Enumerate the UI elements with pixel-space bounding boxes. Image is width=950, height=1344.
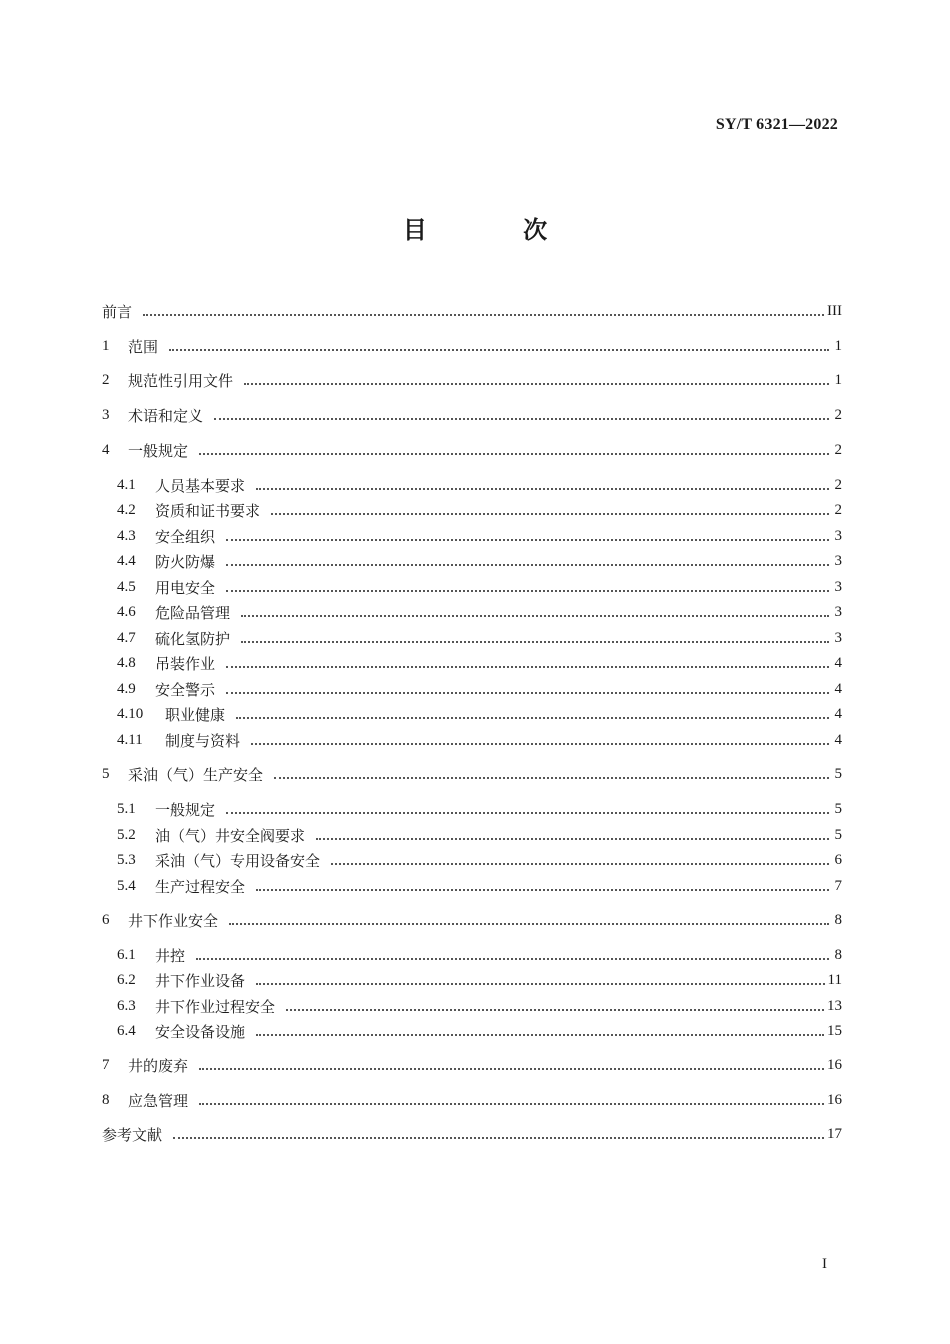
toc-entry-number: 7	[102, 1056, 110, 1073]
toc-entry-number: 6.2	[117, 971, 136, 988]
toc-entry-page: 3	[834, 629, 842, 646]
toc-entry-title: 油（气）井安全阀要求	[155, 826, 306, 845]
toc-entry-number: 5.4	[117, 877, 136, 894]
toc-entry-number: 5.2	[117, 826, 136, 843]
toc-entry-number: 4.8	[117, 654, 136, 671]
toc-entry-number: 5.3	[117, 851, 136, 868]
toc-entry-page: 2	[834, 476, 842, 493]
toc-entry-number: 4.11	[117, 731, 143, 748]
toc-entry-number: 4.9	[117, 680, 136, 697]
toc-entry-number: 4.10	[117, 705, 144, 722]
toc-entry-title: 应急管理	[128, 1091, 189, 1110]
toc-entry-title: 术语和定义	[128, 406, 204, 425]
toc-entry-title: 资质和证书要求	[155, 501, 261, 520]
toc-entry-page: 16	[827, 1091, 842, 1108]
toc-entry[interactable]	[102, 296, 842, 326]
toc-entry-number: 4	[102, 441, 110, 458]
toc-entry-page: 5	[834, 800, 842, 817]
dot-leader	[226, 812, 829, 814]
toc-entry-page: 8	[834, 911, 842, 928]
dot-leader	[226, 590, 829, 592]
toc-entry-title: 规范性引用文件	[128, 371, 234, 390]
dot-leader	[256, 488, 829, 490]
toc-entry-number: 2	[102, 371, 110, 388]
toc-entry[interactable]	[102, 759, 842, 789]
dot-leader	[256, 1034, 824, 1036]
toc-entry[interactable]	[102, 1050, 842, 1080]
toc-entry-title: 用电安全	[155, 578, 216, 597]
dot-leader	[286, 1009, 824, 1011]
toc-entry-number: 5	[102, 765, 110, 782]
toc-entry-page: 17	[827, 1125, 842, 1142]
toc-entry-number: 4.1	[117, 476, 136, 493]
toc-entry-page: 2	[834, 406, 842, 423]
toc-entry[interactable]	[102, 435, 842, 465]
dot-leader	[226, 692, 829, 694]
toc-entry[interactable]	[102, 1119, 842, 1149]
toc-entry-title: 井下作业过程安全	[155, 997, 276, 1016]
dot-leader	[196, 958, 829, 960]
toc-entry-title: 生产过程安全	[155, 877, 246, 896]
toc-entry-page: 4	[834, 680, 842, 697]
dot-leader	[271, 513, 829, 515]
dot-leader	[236, 717, 829, 719]
toc-entry-number: 4.7	[117, 629, 136, 646]
dot-leader	[199, 453, 829, 455]
toc-entry-number: 3	[102, 406, 110, 423]
toc-entry-title: 井下作业安全	[128, 911, 219, 930]
toc-entry-title: 一般规定	[128, 441, 189, 460]
toc-entry-title: 采油（气）生产安全	[128, 765, 264, 784]
toc-entry-title: 范围	[128, 337, 159, 356]
toc-entry-title: 安全组织	[155, 527, 216, 546]
toc-entry-page: 1	[834, 371, 842, 388]
toc-entry-title: 前言	[102, 302, 133, 321]
dot-leader	[214, 418, 829, 420]
dot-leader	[226, 666, 829, 668]
toc-entry-number: 6	[102, 911, 110, 928]
toc-entry-title: 一般规定	[155, 800, 216, 819]
toc-entry-number: 6.1	[117, 946, 136, 963]
toc-entry[interactable]	[117, 871, 842, 901]
toc-entry-number: 4.5	[117, 578, 136, 595]
dot-leader	[199, 1068, 824, 1070]
toc-entry-page: 2	[834, 441, 842, 458]
dot-leader	[256, 889, 829, 891]
dot-leader	[241, 615, 829, 617]
toc-entry-page: 11	[827, 971, 842, 988]
toc-entry-title: 井的废弃	[128, 1056, 189, 1075]
toc-entry-number: 4.3	[117, 527, 136, 544]
toc-entry-title: 安全警示	[155, 680, 216, 699]
toc-entry[interactable]	[102, 905, 842, 935]
toc-entry-number: 4.2	[117, 501, 136, 518]
toc-entry-title: 硫化氢防护	[155, 629, 231, 648]
toc-entry-page: 7	[834, 877, 842, 894]
toc-entry[interactable]	[102, 1085, 842, 1115]
toc-entry-number: 4.4	[117, 552, 136, 569]
toc-entry-page: 5	[834, 826, 842, 843]
toc-entry-number: 6.4	[117, 1022, 136, 1039]
toc-entry-number: 8	[102, 1091, 110, 1108]
dot-leader	[229, 923, 829, 925]
toc-entry-title: 危险品管理	[155, 603, 231, 622]
dot-leader	[173, 1137, 824, 1139]
toc-entry-title: 人员基本要求	[155, 476, 246, 495]
toc-entry-page: III	[827, 302, 842, 319]
toc-entry-number: 1	[102, 337, 110, 354]
toc-entry-page: 4	[834, 705, 842, 722]
toc-entry-page: 4	[834, 654, 842, 671]
toc-entry-title: 制度与资料	[165, 731, 241, 750]
toc-entry[interactable]	[102, 400, 842, 430]
toc-entry-page: 8	[834, 946, 842, 963]
toc-entry-page: 16	[827, 1056, 842, 1073]
dot-leader	[274, 777, 829, 779]
toc-entry-page: 3	[834, 603, 842, 620]
toc-entry[interactable]	[117, 1016, 842, 1046]
dot-leader	[226, 539, 829, 541]
toc-entry-title: 吊装作业	[155, 654, 216, 673]
toc-entry-page: 1	[834, 337, 842, 354]
toc-entry[interactable]	[102, 331, 842, 361]
page-folio: I	[822, 1256, 827, 1272]
toc-entry-page: 2	[834, 501, 842, 518]
toc-entry-page: 3	[834, 578, 842, 595]
toc-entry[interactable]	[102, 365, 842, 395]
dot-leader	[331, 863, 829, 865]
dot-leader	[169, 349, 829, 351]
dot-leader	[143, 314, 824, 316]
toc-entry-page: 13	[827, 997, 842, 1014]
toc-entry[interactable]	[117, 725, 842, 755]
toc-entry-number: 5.1	[117, 800, 136, 817]
toc-entry-page: 3	[834, 527, 842, 544]
toc-entry-page: 5	[834, 765, 842, 782]
dot-leader	[316, 838, 829, 840]
toc-entry-page: 15	[827, 1022, 842, 1039]
toc-entry-page: 4	[834, 731, 842, 748]
toc-entry-page: 6	[834, 851, 842, 868]
toc-entry-title: 安全设备设施	[155, 1022, 246, 1041]
toc-entry-title: 井下作业设备	[155, 971, 246, 990]
dot-leader	[241, 641, 829, 643]
toc-entry-title: 职业健康	[165, 705, 226, 724]
page-title: 目 次	[402, 216, 592, 244]
toc-entry-title: 井控	[155, 946, 186, 965]
dot-leader	[256, 983, 825, 985]
toc-entry-page: 3	[834, 552, 842, 569]
toc-entry-title: 参考文献	[102, 1125, 163, 1144]
toc-entry-number: 4.6	[117, 603, 136, 620]
dot-leader	[199, 1103, 824, 1105]
toc-entry-title: 采油（气）专用设备安全	[155, 851, 321, 870]
standard-code: SY/T 6321—2022	[715, 116, 838, 133]
dot-leader	[226, 564, 829, 566]
toc-entry-title: 防火防爆	[155, 552, 216, 571]
toc-entry-number: 6.3	[117, 997, 136, 1014]
dot-leader	[251, 743, 829, 745]
dot-leader	[244, 383, 829, 385]
